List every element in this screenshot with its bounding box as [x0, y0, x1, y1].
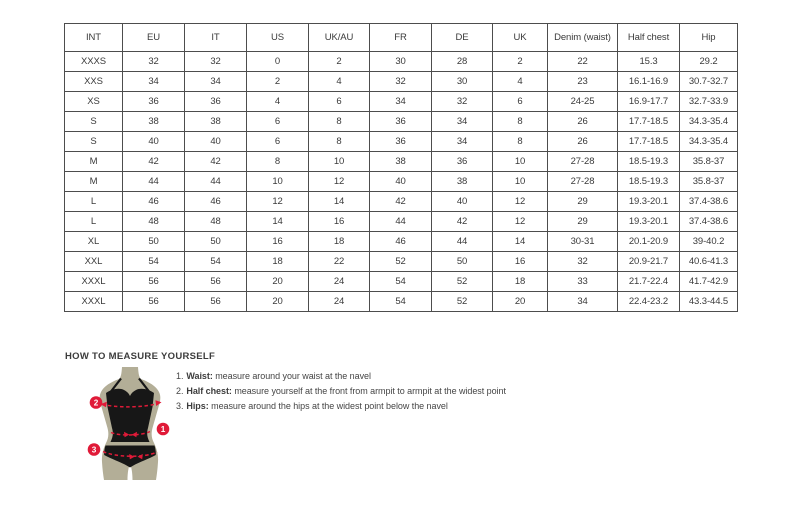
table-cell: 34 [432, 112, 493, 132]
table-cell: 32 [432, 92, 493, 112]
table-cell: M [65, 152, 123, 172]
table-cell: 14 [309, 192, 370, 212]
table-cell: 21.7-22.4 [618, 272, 680, 292]
table-cell: 37.4-38.6 [680, 192, 738, 212]
table-cell: 17.7-18.5 [618, 132, 680, 152]
table-cell: 34 [548, 292, 618, 312]
table-cell: 16 [247, 232, 309, 252]
table-cell: 37.4-38.6 [680, 212, 738, 232]
table-cell: 27-28 [548, 152, 618, 172]
table-cell: 6 [493, 92, 548, 112]
instruction-label: Waist: [186, 371, 213, 381]
size-table-header-cell: UK/AU [309, 24, 370, 52]
table-cell: 38 [123, 112, 185, 132]
table-cell: 30-31 [548, 232, 618, 252]
table-row [65, 212, 738, 232]
table-cell: 32 [123, 52, 185, 72]
table-cell: 8 [493, 112, 548, 132]
svg-text:2: 2 [93, 398, 99, 408]
table-cell: 19.3-20.1 [618, 212, 680, 232]
instruction-number: 2. [176, 386, 184, 396]
table-cell: 46 [185, 192, 247, 212]
table-cell: 56 [123, 292, 185, 312]
table-cell: 44 [370, 212, 432, 232]
table-cell: 33 [548, 272, 618, 292]
table-cell: 18 [493, 272, 548, 292]
table-cell: 42 [185, 152, 247, 172]
table-cell: 32 [370, 72, 432, 92]
table-cell: 12 [309, 172, 370, 192]
table-cell: 34.3-35.4 [680, 132, 738, 152]
table-cell: 38 [432, 172, 493, 192]
table-cell: 6 [309, 92, 370, 112]
table-cell: XXXL [65, 272, 123, 292]
table-cell: 6 [247, 112, 309, 132]
table-cell: S [65, 112, 123, 132]
table-cell: 52 [370, 252, 432, 272]
table-row [65, 132, 738, 152]
table-cell: 6 [247, 132, 309, 152]
table-cell: 15.3 [618, 52, 680, 72]
table-cell: 17.7-18.5 [618, 112, 680, 132]
table-cell: 4 [247, 92, 309, 112]
size-table-header-cell: Half chest [618, 24, 680, 52]
table-row [65, 232, 738, 252]
table-cell: S [65, 132, 123, 152]
table-row [65, 172, 738, 192]
table-cell: 22.4-23.2 [618, 292, 680, 312]
table-cell: 32 [185, 52, 247, 72]
size-table-header-cell: UK [493, 24, 548, 52]
table-cell: 42 [432, 212, 493, 232]
size-table-header-cell: INT [65, 24, 123, 52]
table-cell: 4 [493, 72, 548, 92]
table-cell: 39-40.2 [680, 232, 738, 252]
measurement-figure [86, 366, 176, 484]
table-cell: 20.1-20.9 [618, 232, 680, 252]
size-table-header-cell: FR [370, 24, 432, 52]
table-cell: 44 [432, 232, 493, 252]
table-cell: 22 [309, 252, 370, 272]
table-cell: XXXS [65, 52, 123, 72]
table-cell: 8 [493, 132, 548, 152]
table-row [65, 112, 738, 132]
table-cell: 52 [432, 272, 493, 292]
table-cell: 34 [185, 72, 247, 92]
table-cell: 38 [370, 152, 432, 172]
table-cell: 30 [432, 72, 493, 92]
instruction-text: measure around the hips at the widest point below the navel [208, 401, 448, 411]
table-cell: 27-28 [548, 172, 618, 192]
table-cell: 10 [493, 152, 548, 172]
instruction-label: Hips: [186, 401, 209, 411]
table-cell: 18.5-19.3 [618, 172, 680, 192]
table-cell: M [65, 172, 123, 192]
table-cell: 54 [370, 272, 432, 292]
table-cell: 20 [247, 292, 309, 312]
table-cell: 16 [493, 252, 548, 272]
table-cell: 2 [247, 72, 309, 92]
table-cell: 36 [370, 112, 432, 132]
table-cell: 48 [185, 212, 247, 232]
table-cell: 48 [123, 212, 185, 232]
table-cell: 12 [247, 192, 309, 212]
table-row [65, 52, 738, 72]
table-cell: 12 [493, 212, 548, 232]
table-row [65, 292, 738, 312]
table-row [65, 152, 738, 172]
size-table-header-cell: IT [185, 24, 247, 52]
table-cell: 44 [123, 172, 185, 192]
table-cell: 54 [370, 292, 432, 312]
table-cell: 50 [185, 232, 247, 252]
table-cell: 26 [548, 132, 618, 152]
svg-text:1: 1 [160, 424, 166, 434]
table-cell: 18 [247, 252, 309, 272]
table-cell: 19.3-20.1 [618, 192, 680, 212]
table-cell: 28 [432, 52, 493, 72]
table-cell: XXL [65, 252, 123, 272]
table-cell: 12 [493, 192, 548, 212]
table-cell: XS [65, 92, 123, 112]
size-table-header-cell: EU [123, 24, 185, 52]
table-cell: 52 [432, 292, 493, 312]
size-table-header-cell: Hip [680, 24, 738, 52]
table-cell: 36 [432, 152, 493, 172]
table-cell: 8 [309, 132, 370, 152]
table-cell: XXS [65, 72, 123, 92]
table-cell: 24-25 [548, 92, 618, 112]
table-cell: 29 [548, 192, 618, 212]
table-cell: 24 [309, 272, 370, 292]
table-cell: 40 [123, 132, 185, 152]
table-cell: 44 [185, 172, 247, 192]
waist-badge [157, 423, 170, 436]
table-cell: 4 [309, 72, 370, 92]
size-table-header-cell: Denim (waist) [548, 24, 618, 52]
table-row [65, 92, 738, 112]
table-cell: 16 [309, 212, 370, 232]
table-cell: 56 [185, 272, 247, 292]
table-cell: 34 [123, 72, 185, 92]
table-cell: 32.7-33.9 [680, 92, 738, 112]
measure-instructions [176, 369, 506, 414]
table-cell: 26 [548, 112, 618, 132]
table-row [65, 192, 738, 212]
table-cell: 42 [370, 192, 432, 212]
instruction-label: Half chest: [186, 386, 232, 396]
table-cell: XXXL [65, 292, 123, 312]
table-cell: 34.3-35.4 [680, 112, 738, 132]
table-row [65, 272, 738, 292]
instruction-text: measure yourself at the front from armpit to armpit at the widest point [231, 386, 506, 396]
table-cell: 2 [309, 52, 370, 72]
table-cell: L [65, 212, 123, 232]
table-cell: 36 [185, 92, 247, 112]
table-cell: 29 [548, 212, 618, 232]
table-cell: 16.1-16.9 [618, 72, 680, 92]
table-cell: 46 [123, 192, 185, 212]
table-cell: 20.9-21.7 [618, 252, 680, 272]
size-table-header-row [65, 24, 738, 52]
table-cell: 34 [370, 92, 432, 112]
instruction-text: measure around your waist at the navel [212, 371, 371, 381]
table-cell: 56 [123, 272, 185, 292]
table-cell: 20 [493, 292, 548, 312]
size-table-header-cell: DE [432, 24, 493, 52]
instruction-item [176, 369, 506, 384]
table-cell: 14 [493, 232, 548, 252]
table-cell: 54 [123, 252, 185, 272]
hips-badge [88, 443, 101, 456]
table-cell: 18 [309, 232, 370, 252]
size-table [64, 23, 738, 312]
instruction-number: 1. [176, 371, 184, 381]
table-cell: 24 [309, 292, 370, 312]
table-cell: 56 [185, 292, 247, 312]
table-cell: 32 [548, 252, 618, 272]
section-title: HOW TO MEASURE YOURSELF [65, 351, 216, 362]
table-row [65, 252, 738, 272]
table-cell: 14 [247, 212, 309, 232]
table-cell: 36 [123, 92, 185, 112]
table-cell: 50 [432, 252, 493, 272]
table-cell: 36 [370, 132, 432, 152]
table-cell: 41.7-42.9 [680, 272, 738, 292]
table-cell: 40.6-41.3 [680, 252, 738, 272]
table-cell: 42 [123, 152, 185, 172]
instruction-number: 3. [176, 401, 184, 411]
table-cell: 40 [185, 132, 247, 152]
svg-text:3: 3 [91, 445, 97, 455]
table-cell: 23 [548, 72, 618, 92]
table-cell: 8 [247, 152, 309, 172]
table-cell: 10 [247, 172, 309, 192]
table-cell: 38 [185, 112, 247, 132]
table-cell: 20 [247, 272, 309, 292]
table-cell: 16.9-17.7 [618, 92, 680, 112]
table-cell: 10 [309, 152, 370, 172]
table-cell: 2 [493, 52, 548, 72]
table-cell: 35.8-37 [680, 172, 738, 192]
table-cell: 22 [548, 52, 618, 72]
table-cell: L [65, 192, 123, 212]
instruction-item [176, 399, 506, 414]
table-cell: 18.5-19.3 [618, 152, 680, 172]
table-cell: 54 [185, 252, 247, 272]
table-cell: 34 [432, 132, 493, 152]
table-cell: 10 [493, 172, 548, 192]
table-cell: 50 [123, 232, 185, 252]
instruction-item [176, 384, 506, 399]
size-table-header-cell: US [247, 24, 309, 52]
table-cell: 46 [370, 232, 432, 252]
table-cell: 43.3-44.5 [680, 292, 738, 312]
table-cell: XL [65, 232, 123, 252]
table-cell: 29.2 [680, 52, 738, 72]
table-cell: 40 [370, 172, 432, 192]
table-cell: 35.8-37 [680, 152, 738, 172]
table-cell: 0 [247, 52, 309, 72]
table-cell: 30 [370, 52, 432, 72]
table-row [65, 72, 738, 92]
table-cell: 40 [432, 192, 493, 212]
half-chest-badge [90, 396, 103, 409]
table-cell: 30.7-32.7 [680, 72, 738, 92]
table-cell: 8 [309, 112, 370, 132]
